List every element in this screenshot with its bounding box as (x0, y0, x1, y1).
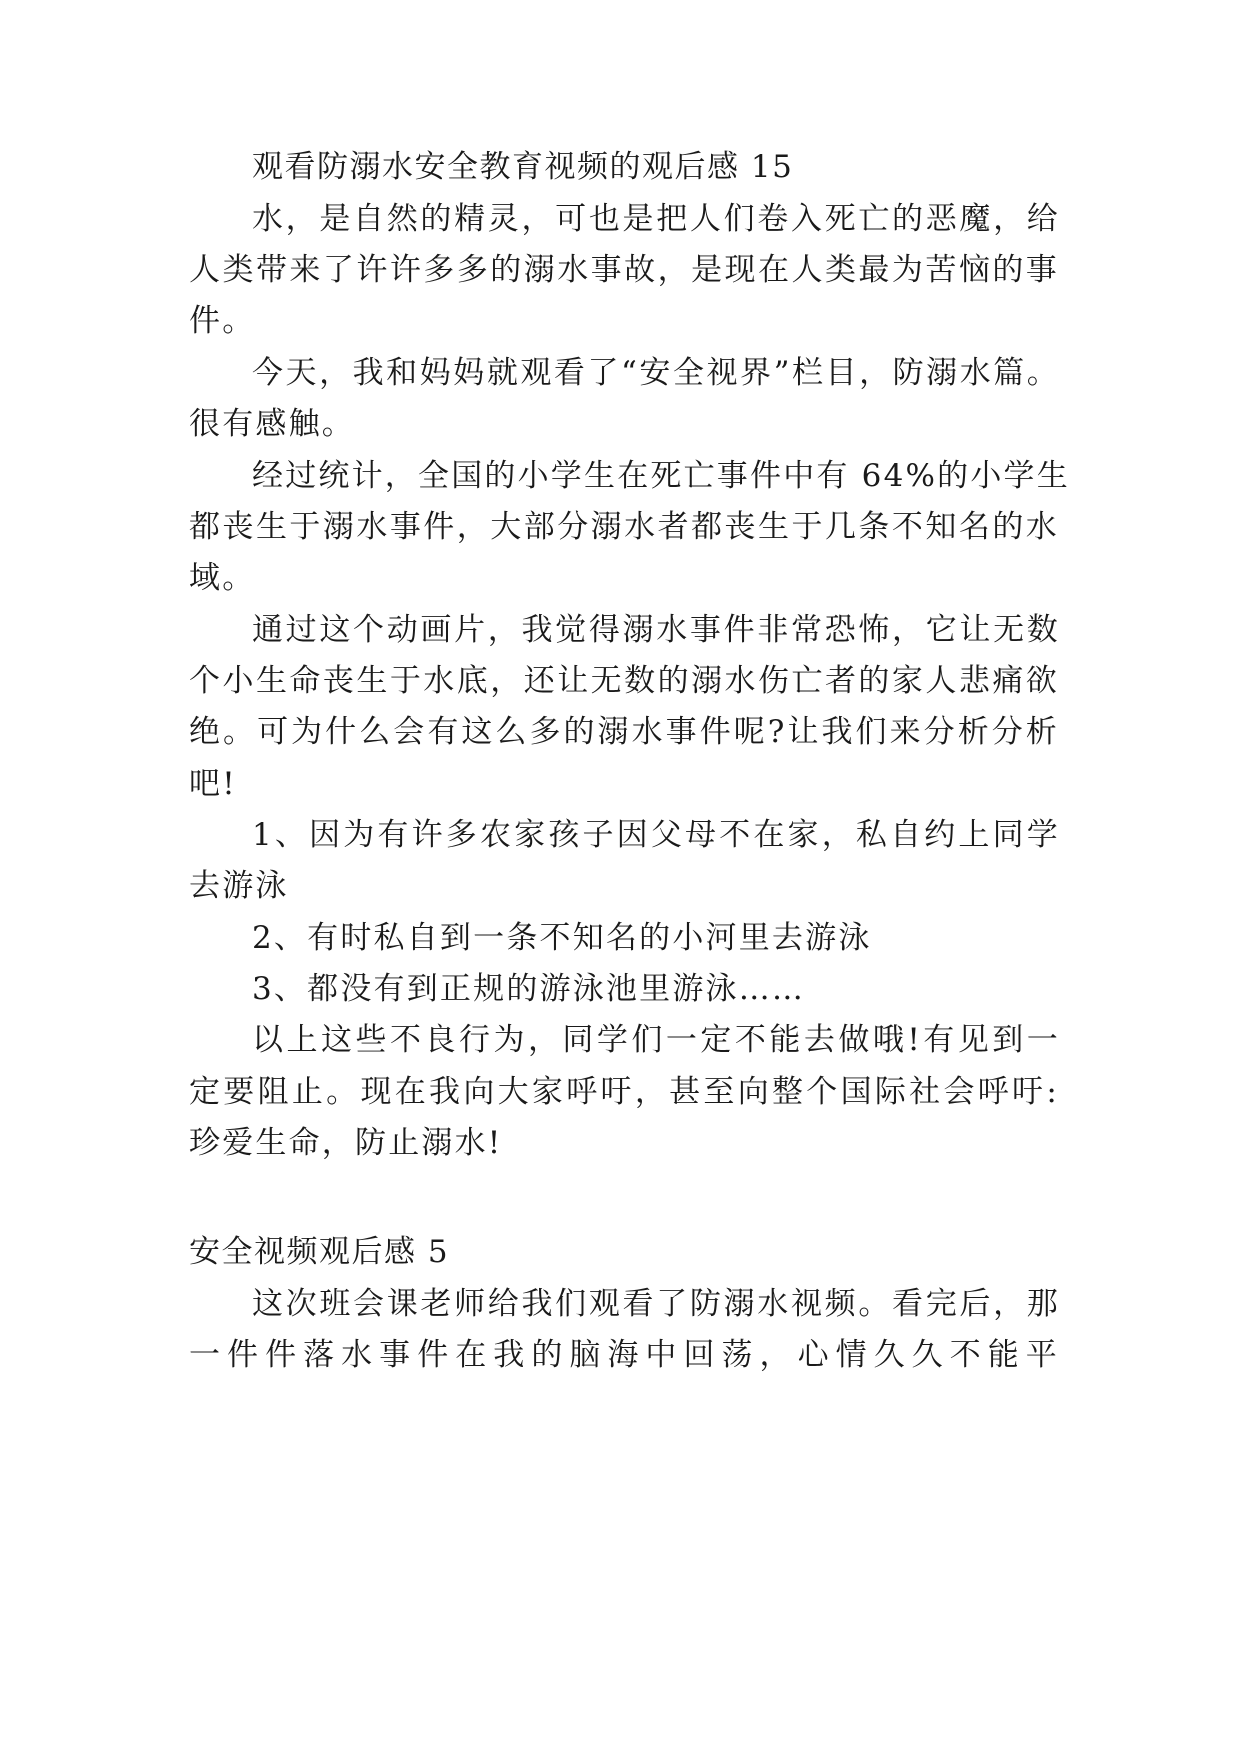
section-title: 安全视频观后感 5 (189, 1234, 450, 1270)
paragraph-line: 绝。可为什么会有这么多的溺水事件呢?让我们来分析分析 (189, 714, 1059, 750)
paragraph-line: 域。 (189, 560, 256, 596)
paragraph-line: 一件件落水事件在我的脑海中回荡，心情久久不能平 (189, 1337, 1059, 1373)
paragraph-line: 人类带来了许许多多的溺水事故，是现在人类最为苦恼的事 (189, 252, 1059, 288)
paragraph-line: 这次班会课老师给我们观看了防溺水视频。看完后，那 (252, 1286, 1060, 1322)
list-item-1-continued: 去游泳 (189, 868, 289, 904)
paragraph-line: 水，是自然的精灵，可也是把人们卷入死亡的恶魔，给 (252, 201, 1060, 237)
paragraph-line: 经过统计，全国的小学生在死亡事件中有 64%的小学生 (252, 458, 1070, 494)
list-item-1: 1、因为有许多农家孩子因父母不在家，私自约上同学 (252, 817, 1060, 853)
paragraph-line: 今天，我和妈妈就观看了“安全视界”栏目，防溺水篇。 (252, 355, 1060, 391)
paragraph-line: 件。 (189, 303, 256, 339)
paragraph-line: 吧! (189, 766, 237, 802)
paragraph-line: 都丧生于溺水事件，大部分溺水者都丧生于几条不知名的水 (189, 509, 1059, 545)
essay-title: 观看防溺水安全教育视频的观后感 15 (252, 149, 794, 185)
paragraph-line: 以上这些不良行为，同学们一定不能去做哦!有见到一 (252, 1022, 1060, 1058)
paragraph-line: 定要阻止。现在我向大家呼吁，甚至向整个国际社会呼吁: (189, 1074, 1059, 1110)
paragraph-line: 珍爱生命，防止溺水! (189, 1125, 503, 1161)
paragraph-line: 个小生命丧生于水底，还让无数的溺水伤亡者的家人悲痛欲 (189, 663, 1059, 699)
paragraph-line: 很有感触。 (189, 406, 355, 442)
paragraph-line: 通过这个动画片，我觉得溺水事件非常恐怖，它让无数 (252, 612, 1060, 648)
list-item-2: 2、有时私自到一条不知名的小河里去游泳 (252, 920, 872, 956)
list-item-3: 3、都没有到正规的游泳池里游泳…… (252, 971, 806, 1007)
